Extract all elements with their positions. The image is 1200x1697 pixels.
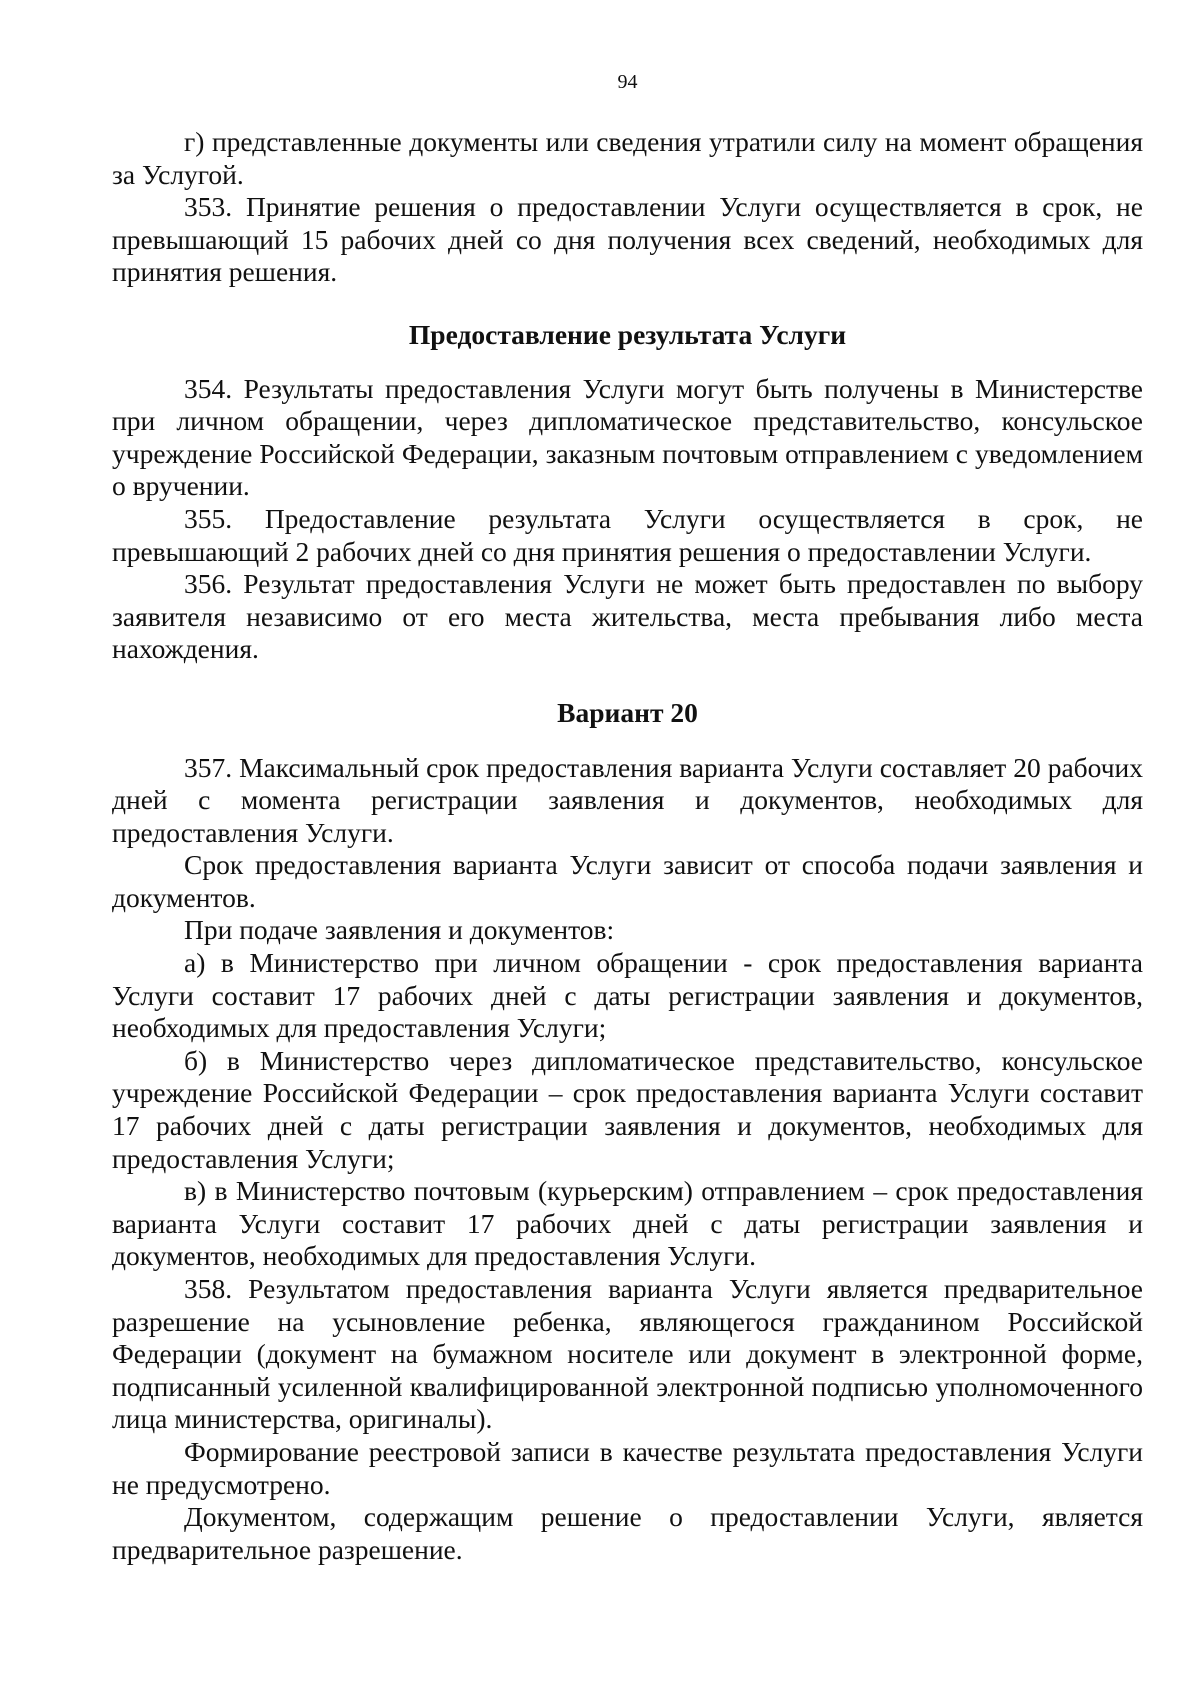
paragraph-358: 358. Результатом предоставления варианта Услуги является предварительное разрешение на усыновление ребенка, являющегося гражданином Российской Федерации (документ на бумажном носителе или документ в электронной форме, подписанный усиленной квалифицированной электронной подписью уполномоченного лица министерства, оригиналы). bbox=[112, 1273, 1143, 1435]
paragraph-registry-record: Формирование реестровой записи в качестве результата предоставления Услуги не предусмотрено. bbox=[112, 1435, 1143, 1500]
list-item-a: а) в Министерство при личном обращении - срок предоставления варианта Услуги составит 17 рабочих дней с даты регистрации заявления и документов, необходимых для предоставления Услуги; bbox=[112, 947, 1143, 1044]
paragraph-356: 356. Результат предоставления Услуги не может быть предоставлен по выбору заявителя независимо от его места жительства, места пребывания либо места нахождения. bbox=[112, 568, 1143, 665]
section-heading-result: Предоставление результата Услуги bbox=[408, 318, 847, 350]
paragraph-submission: При подаче заявления и документов: bbox=[184, 914, 615, 946]
page-number: 94 bbox=[617, 71, 638, 93]
paragraph-354: 354. Результаты предоставления Услуги могут быть получены в Министерстве при личном обращении, через дипломатическое представительство, консульское учреждение Российской Федерации, заказным почтовым отправлением с уведомлением о вручении. bbox=[112, 372, 1143, 502]
document-page bbox=[112, 70, 1143, 1566]
paragraph-term-depends: Срок предоставления варианта Услуги зависит от способа подачи заявления и документов. bbox=[112, 849, 1143, 913]
list-item-v: в) в Министерство почтовым (курьерским) отправлением – срок предоставления варианта Услуги составит 17 рабочих дней с даты регистрации заявления и документов, необходимых для предоставления Услуги. bbox=[112, 1175, 1143, 1272]
section-heading-variant-20: Вариант 20 bbox=[557, 696, 698, 728]
paragraph-355: 355. Предоставление результата Услуги осуществляется в срок, не превышающий 2 рабочих дней со дня принятия решения о предоставлении Услуги. bbox=[112, 502, 1143, 567]
paragraph-357: 357. Максимальный срок предоставления варианта Услуги составляет 20 рабочих дней с момента регистрации заявления и документов, необходимых для предоставления Услуги. bbox=[112, 751, 1143, 848]
list-item-b: б) в Министерство через дипломатическое представительство, консульское учреждение Российской Федерации – срок предоставления варианта Услуги составит 17 рабочих дней с даты регистрации заявления и документов, необходимых для предоставления Услуги; bbox=[112, 1044, 1143, 1174]
paragraph-decision-document: Документом, содержащим решение о предоставлении Услуги, является предварительное разрешение. bbox=[112, 1501, 1143, 1565]
paragraph-g: г) представленные документы или сведения утратили силу на момент обращения за Услугой. bbox=[112, 126, 1143, 190]
paragraph-353: 353. Принятие решения о предоставлении Услуги осуществляется в срок, не превышающий 15 рабочих дней со дня получения всех сведений, необходимых для принятия решения. bbox=[112, 191, 1143, 288]
